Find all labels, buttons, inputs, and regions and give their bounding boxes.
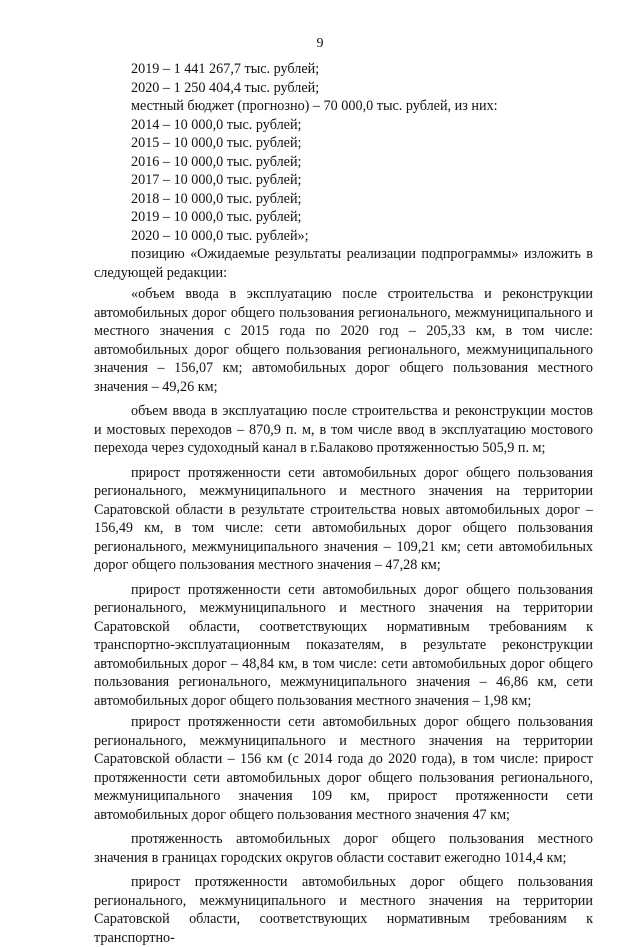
local-budget-2020: 2020 – 10 000,0 тыс. рублей»; bbox=[131, 227, 309, 244]
paragraph-network-growth-reconstruction: прирост протяженности сети автомобильных дорог общего пользования регионального, межмуниципального и местного значения на территории Саратовской области, соответствующих нормативным требованиям к транспортно-эксплуатационным показателям, в результате реконструкции автомобильных дорог – 48,84 км, в том числе: сети автомобильных дорог общего пользования регионального, межмуниципального значения – 46,86 км, сети автомобильных дорог общего пользования местного значения – 1,98 км; bbox=[94, 581, 593, 709]
paragraph-expected-results-intro: позицию «Ожидаемые результаты реализации подпрограммы» изложить в следующей редакции: bbox=[94, 246, 593, 281]
local-budget-2019: 2019 – 10 000,0 тыс. рублей; bbox=[131, 209, 302, 225]
paragraph-network-growth-total: прирост протяженности сети автомобильных дорог общего пользования регионального, межмуниципального и местного значения на территории Саратовской области – 156 км (с 2014 года до 2020 года), в том числе: прирост протяженности сети автомобильных дорог общего пользования регионального, межмуниципального значения 109 км, прирост протяженности сети автомобильных дорог общего пользования местного значения 47 км; bbox=[94, 714, 593, 823]
budget-line-2019: 2019 – 1 441 267,7 тыс. рублей; bbox=[131, 61, 320, 77]
document-body bbox=[94, 60, 593, 947]
paragraph-network-growth-construction: прирост протяженности сети автомобильных дорог общего пользования регионального, межмуниципального и местного значения на территории Саратовской области в результате строительства новых автомобильных дорог – 156,49 км, в том числе: сети автомобильных дорог общего пользования регионального, межмуниципального значения – 109,21 км; сети автомобильных дорог общего пользования местного значения – 47,28 км; bbox=[94, 464, 593, 573]
local-budget-2014: 2014 – 10 000,0 тыс. рублей; bbox=[131, 116, 302, 133]
page-number: 9 bbox=[316, 36, 324, 51]
paragraph-roads-commissioning: «объем ввода в эксплуатацию после строительства и реконструкции автомобильных дорог общего пользования регионального, межмуниципального и местного значения с 2015 года по 2020 год – 205,33 км, в том числе: автомобильных дорог общего пользования регионального, межмуниципального значения – 156,07 км; автомобильных дорог общего пользования местного значения – 49,26 км; bbox=[94, 286, 593, 395]
local-budget-2015: 2015 – 10 000,0 тыс. рублей; bbox=[131, 135, 302, 151]
paragraph-network-growth-normative: прирост протяженности автомобильных дорог общего пользования регионального, межмуниципального и местного значения на территории Саратовской области, соответствующих нормативным требованиям к транспортно- bbox=[94, 874, 593, 946]
local-budget-2016: 2016 – 10 000,0 тыс. рублей; bbox=[131, 153, 302, 170]
paragraph-bridges-commissioning: объем ввода в эксплуатацию после строительства и реконструкции мостов и мостовых переходов – 870,9 п. м, в том числе ввод в эксплуатацию мостового перехода через судоходный канал в г.Балаково протяженностью 505,9 п. м; bbox=[94, 403, 593, 456]
local-budget-line: местный бюджет (прогнозно) – 70 000,0 тыс. рублей, из них: bbox=[131, 98, 498, 114]
paragraph-urban-roads-length: протяженность автомобильных дорог общего пользования местного значения в границах городских округов области составит ежегодно 1014,4 км; bbox=[94, 831, 593, 866]
local-budget-2018: 2018 – 10 000,0 тыс. рублей; bbox=[131, 190, 302, 207]
budget-line-2020: 2020 – 1 250 404,4 тыс. рублей; bbox=[131, 79, 320, 96]
local-budget-2017: 2017 – 10 000,0 тыс. рублей; bbox=[131, 172, 302, 188]
